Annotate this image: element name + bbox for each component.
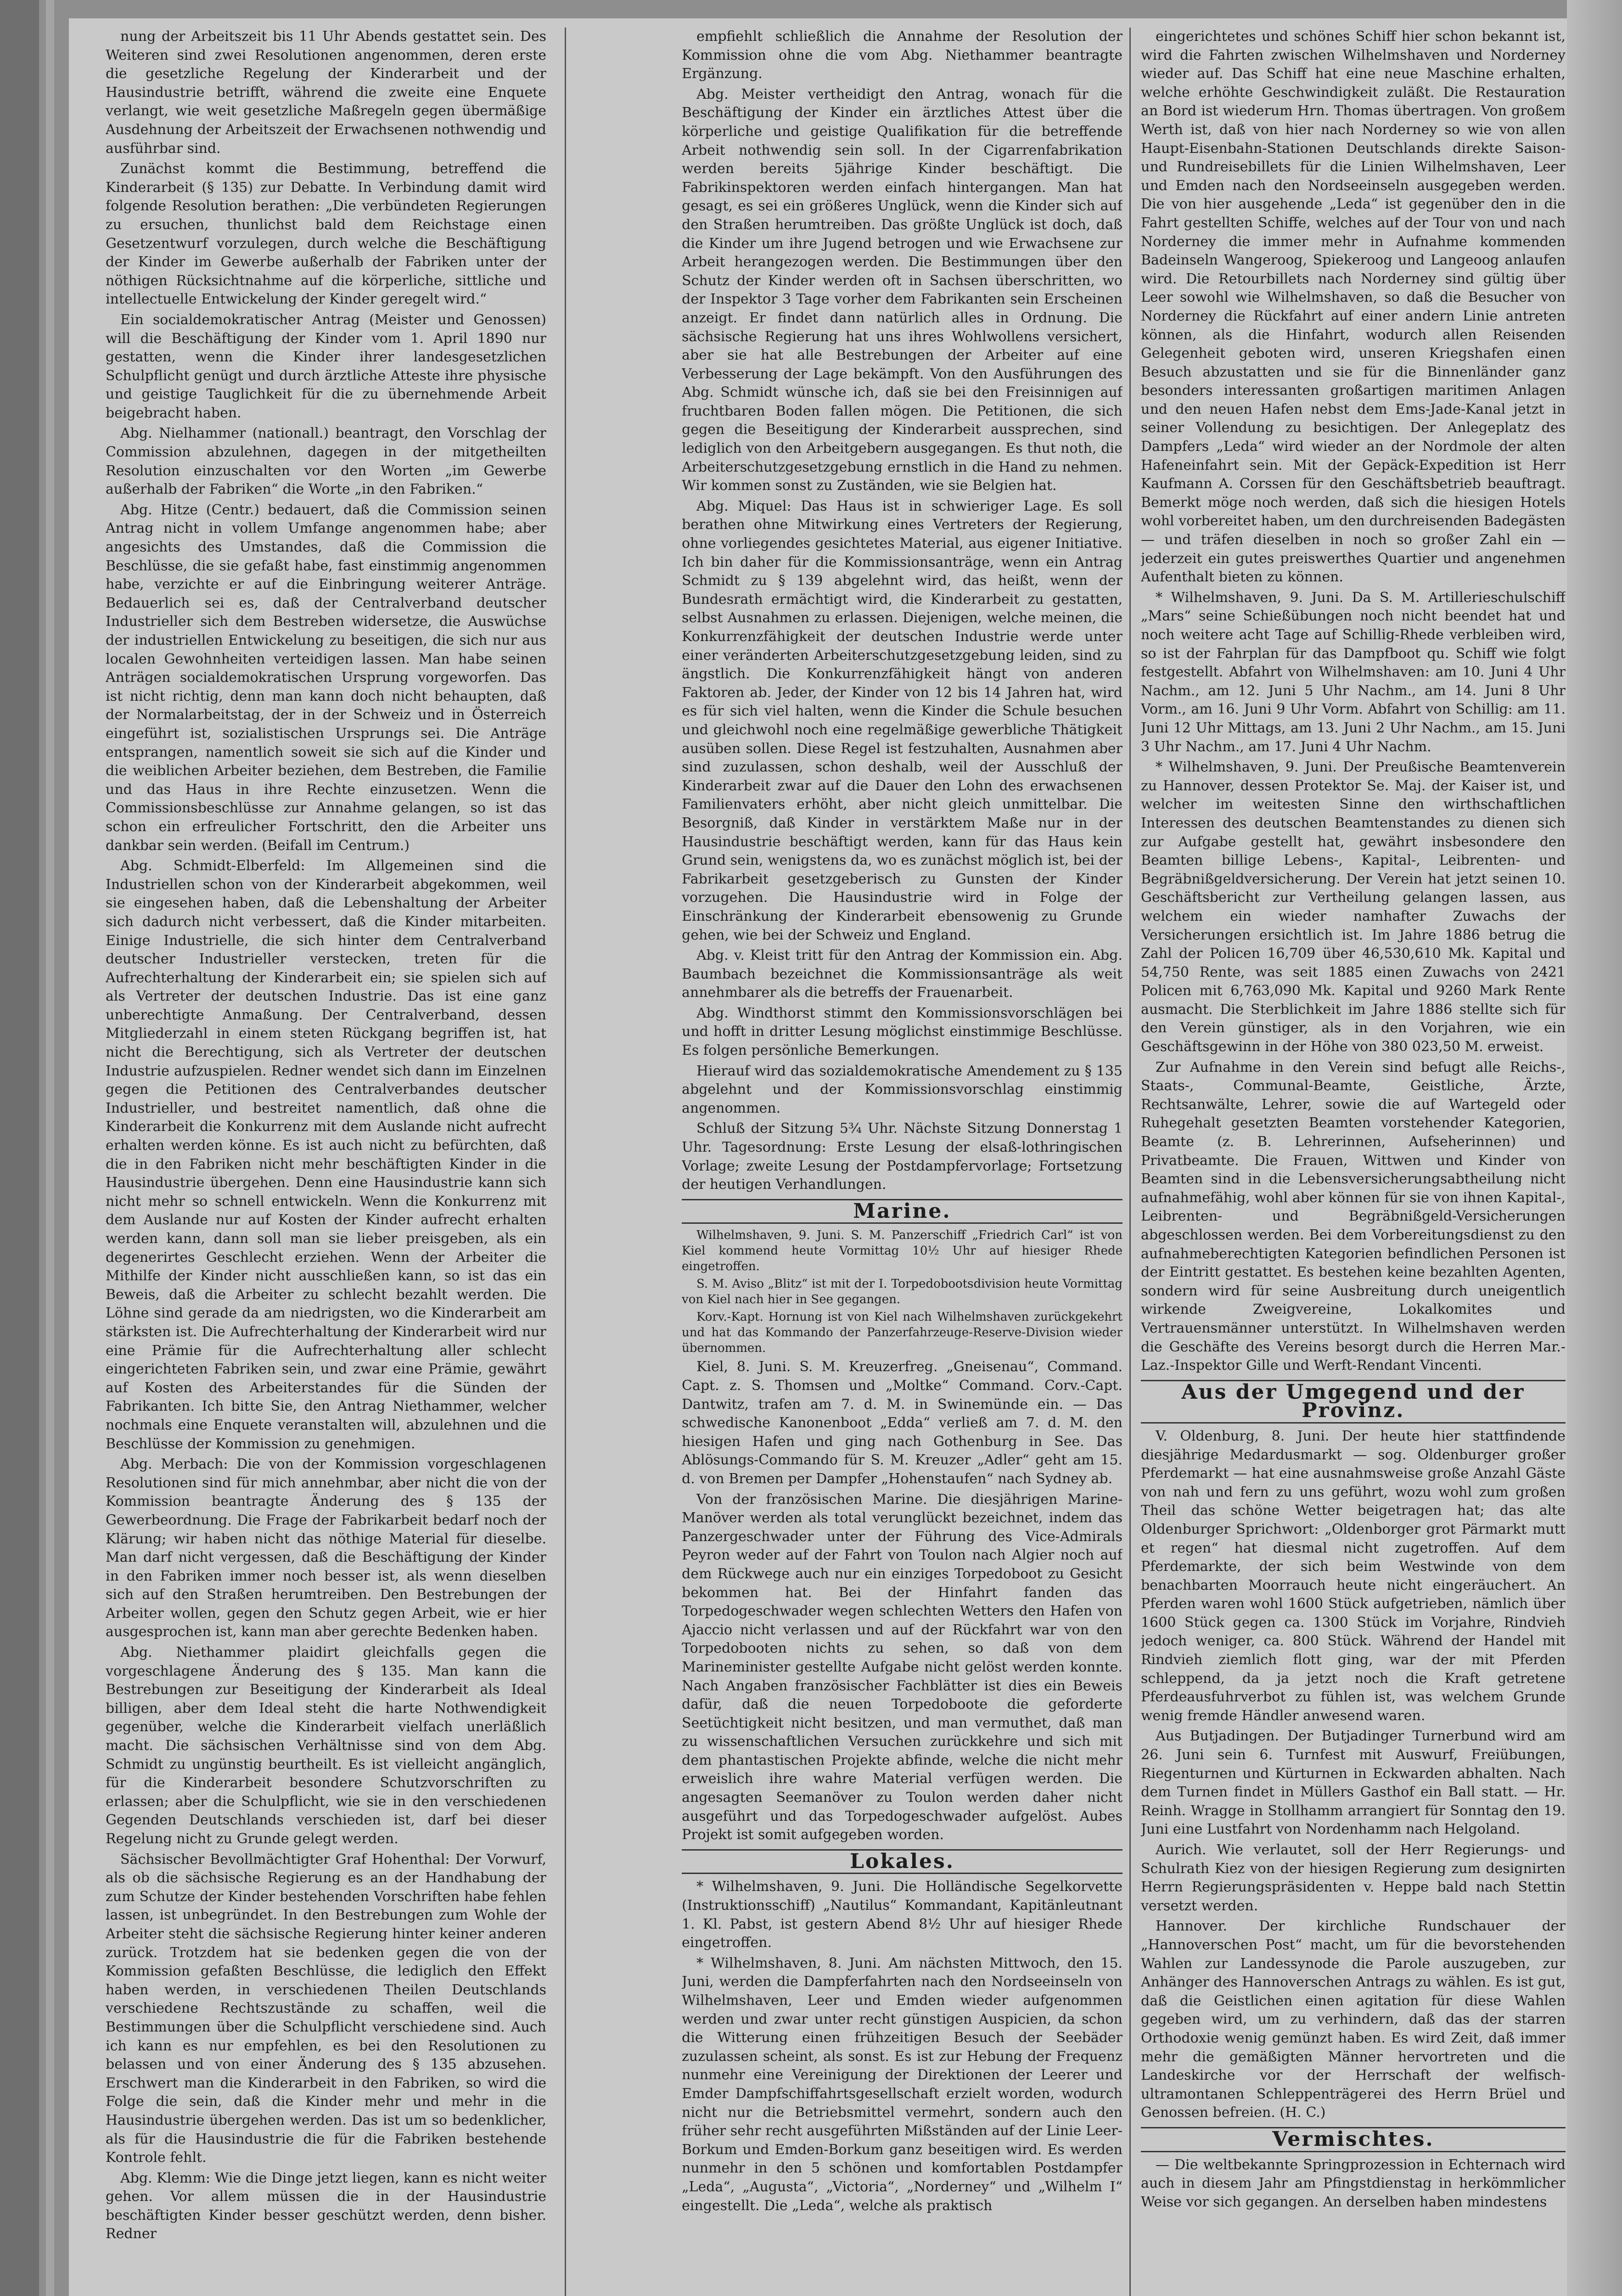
paragraph: * Wilhelmshaven, 9. Juni. Da S. M. Artillerieschulschiff „Mars“ seine Schießübungen noch nicht beendet hat und noch weitere acht Tage auf Schillig-Rhede verbleiben wird, so ist der Fahrplan für das Dampfboot qu. Schiff wie folgt festgestellt. Abfahrt von Wilhelmshaven: am 10. Juni 4 Uhr Nachm., am 12. Juni 5 Uhr Nachm., am 14. Juni 8 Uhr Vorm., am 16. Juni 9 Uhr Vorm. Abfahrt von Schillig: am 11. Juni 12 Uhr Mittags, am 13. Juni 2 Uhr Nachm., am 15. Juni 3 Uhr Nachm., am 17. Juni 4 Uhr Nachm. (1141, 589, 1566, 755)
paragraph: Abg. Meister vertheidigt den Antrag, wonach für die Beschäftigung der Kinder ein ärztliches Attest über die körperliche und geistige Qualifikation für die betreffende Arbeit nothwendig sein soll. In der Cigarrenfabrikation werden bereits 5jährige Kinder beschäftigt. Die Fabrikinspektoren werden einfach hintergangen. Man hat gesagt, es sei ein größeres Unglück, wenn die Kinder sich auf den Straßen herumtreiben. Das größte Unglück ist doch, daß die Kinder um ihre Jugend betrogen und wie Erwachsene zur Arbeit herangezogen werden. Die Bestimmungen über den Schutz der Kinder werden oft in Sachsen überschritten, wo der Inspektor 3 Tage vorher dem Fabrikanten sein Erscheinen anzeigt. Er findet dann natürlich alles in Ordnung. Die sächsische Regierung hat uns ihres Wohlwollens versichert, aber sie hat alle Bestrebungen der Arbeiter auf eine Verbesserung der Lage bekämpft. Von den Ausführungen des Abg. Schmidt wünsche ich, daß sie bei den Freisinnigen auf fruchtbaren Boden fallen mögen. Die Petitionen, die sich gegen die Beseitigung der Kinderarbeit aussprechen, sind lediglich von den Arbeitgebern ausgegangen. Es thut noth, die Arbeiterschutzgesetzgebung ernstlich in die Hand zu nehmen. Wir kommen sonst zu Zuständen, wie sie Belgien hat. (682, 86, 1122, 494)
paragraph: eingerichtetes und schönes Schiff hier schon bekannt ist, wird die Fahrten zwischen Wilhelmshaven und Norderney wieder auf. Das Schiff hat eine neue Maschine erhalten, welche erhöhte Geschwindigkeit zuläßt. Die Restauration an Bord ist wiederum Hrn. Thomas übertragen. Von großem Werth ist, daß von hier nach Norderney so wie von allen Haupt-Eisenbahn-Stationen Deutschlands direkte Saison- und Rundreisebillets für die Linien Wilhelmshaven, Leer und Emden nach den Nordseeinseln ausgegeben werden. Die von hier ausgehende „Leda“ ist gegenüber den in die Fahrt gestellten Schiffe, welches auf der Tour von und nach Norderney die immer mehr in Aufnahme kommenden Badeinseln Wangeroog, Spiekeroog und Langeoog anlaufen wird. Die Retourbillets nach Norderney sind gültig über Leer sowohl wie Wilhelmshaven, so daß die Besucher von Norderney die Rückfahrt auf einer andern Linie antreten können, als die Hinfahrt, wodurch allen Reisenden Gelegenheit geboten wird, unseren Kriegshafen einen Besuch abzustatten und sie für die Binnenländer ganz besonders interessanten großartigen maritimen Anlagen und den neuen Hafen nebst dem Ems-Jade-Kanal jetzt in seiner Vollendung zu besichtigen. Der Anlegeplatz des Dampfers „Leda“ wird wieder an der Nordmole der alten Hafeneinfahrt sein. Mit der Gepäck-Expedition ist Herr Kaufmann A. Corssen für den Geschäftsbetrieb beauftragt. Bemerkt möge noch werden, daß sich die hiesigen Hotels wohl vorbereitet haben, um den durchreisenden Badegästen — und träfen dieselben in noch so großer Zahl ein — jederzeit ein gutes preiswerthes Quartier und angenehmen Aufenthalt bieten zu können. (1141, 28, 1566, 585)
paragraph: Zunächst kommt die Bestimmung, betreffend die Kinderarbeit (§ 135) zur Debatte. In Verbindung damit wird folgende Resolution berathen: „Die verbündeten Regierungen zu ersuchen, thunlichst bald dem Reichstage einen Gesetzentwurf vorzulegen, durch welche die Beschäftigung der Kinder im Gewerbe außerhalb der Fabriken unter der nöthigen Rücksichtnahme auf die körperliche, sittliche und intellectuelle Entwickelung der Kinder geregelt wird.“ (106, 161, 546, 308)
paragraph: Ein socialdemokratischer Antrag (Meister und Genossen) will die Beschäftigung der Kinder vom 1. April 1890 nur gestatten, wenn die Kinder ihrer landesgesetzlichen Schulpflicht genügt und durch ärztliche Atteste ihre physische und geistige Tauglichkeit für die zu übernehmende Arbeit beigebracht haben. (106, 311, 546, 421)
column-1 (106, 28, 546, 2296)
paragraph: Abg. Klemm: Wie die Dinge jetzt liegen, kann es nicht weiter gehen. Vor allem müssen die in der Hausindustrie beschäftigten Kinder besser geschützt werden, denn bisher. Redner (106, 2170, 546, 2242)
paragraph: Aurich. Wie verlautet, soll der Herr Regierungs- und Schulrath Kiez von der hiesigen Regierung zum designirten Herrn Regierungspräsidenten v. Heppe bald nach Stettin versetzt werden. (1141, 1842, 1566, 1914)
section-heading-marine: Marine. (682, 1199, 1122, 1224)
paragraph: V. Oldenburg, 8. Juni. Der heute hier stattfindende diesjährige Medardusmarkt — sog. Oldenburger großer Pferdemarkt — hat eine ausnahmsweise große Anzahl Gäste von nah und fern zu uns geführt, wozu wohl zum großen Theil das schöne Wetter beigetragen hat; das alte Oldenburger Sprichwort: „Oldenborger grot Pärmarkt mutt et regen“ hat diesmal nicht zugetroffen. Auf dem Pferdemarkte, der sich beim Westwinde von dem benachbarten Moorrauch heute nicht eingeräuchert. An Pferden waren wohl 1600 Stück aufgetrieben, nämlich über 1600 Stück gegen ca. 1300 Stück im Vorjahre, Rindvieh jedoch weniger, ca. 800 Stück. Während der Handel mit Rindvieh ziemlich flott ging, war der mit Pferden schleppend, da ja jetzt noch die Kraft getretene Pferdeausfuhrverbot zu fühlen ist, was welchem Grunde wenig fremde Händler anwesend waren. (1141, 1428, 1566, 1724)
paragraph: * Wilhelmshaven, 8. Juni. Am nächsten Mittwoch, den 15. Juni, werden die Dampferfahrten nach den Nordseeinseln von Wilhelmshaven, Leer und Emden wieder aufgenommen werden und zwar unter recht günstigen Auspicien, da schon die Witterung einen frühzeitigen Besuch der Seebäder zuzulassen scheint, als sonst. Es ist zur Hebung der Frequenz nunmehr eine Vereinigung der Direktionen der Leerer und Emder Dampfschiffahrtsgesellschaft erzielt worden, wodurch nicht nur die Betriebsmittel vermehrt, sondern auch den früher sehr recht ausgeführten Mißständen auf der Linie Leer-Borkum und Emden-Borkum ganz beseitigen wird. Es werden nunmehr in den 5 schönen und komfortablen Postdampfer „Leda“, „Augusta“, „Victoria“, „Norderney“ und „Wilhelm I“ eingestellt. Die „Leda“, welche als praktisch (682, 1955, 1122, 2214)
column-rule (1129, 28, 1131, 2296)
paragraph: Wilhelmshaven, 9. Juni. S. M. Panzerschiff „Friedrich Carl“ ist von Kiel kommend heute Vormittag 10½ Uhr auf hiesiger Rhede eingetroffen. (682, 1228, 1122, 1274)
paragraph: Abg. Windthorst stimmt den Kommissionsvorschlägen bei und hofft in dritter Lesung möglichst einstimmige Beschlüsse. Es folgen persönliche Bemerkungen. (682, 1005, 1122, 1059)
paragraph: Aus Butjadingen. Der Butjadinger Turnerbund wird am 26. Juni sein 6. Turnfest mit Auswurf, Freiübungen, Riegenturnen und Kürturnen in Eckwarden abhalten. Nach dem Turnen findet in Müllers Gasthof ein Ball statt. — Hr. Reinh. Wragge in Stollhamm arrangiert für Sonntag den 19. Juni eine Lustfahrt von Nordenhamm nach Helgoland. (1141, 1728, 1566, 1838)
paragraph: Abg. Hitze (Centr.) bedauert, daß die Commission seinen Antrag nicht in vollem Umfange angenommen habe; aber angesichts des Umstandes, daß die Commission die Beschlüsse, die sie gefaßt habe, fast einstimmig angenommen habe, verzichte er auf die Einbringung weiterer Anträge. Bedauerlich sei es, daß der Centralverband deutscher Industrieller sich dem Bestreben widersetze, die Auswüchse der industriellen Entwickelung zu beseitigen, die sich nur aus localen Gewohnheiten verteidigen lassen. Man habe seinen Anträgen socialdemokratischen Ursprung vorgeworfen. Das ist nicht richtig, denn man kann doch nicht behaupten, daß der Normalarbeitstag, der in der Schweiz und in Österreich eingeführt ist, sozialistischen Ursprungs sei. Die Anträge entsprangen, namentlich soweit sie sich auf die Kinder und die weiblichen Arbeiter beziehen, dem Bestreben, die Familie und das Haus in ihre Rechte einzusetzen. Wenn die Commissionsbeschlüsse zur Annahme gelangen, so ist das schon ein erfreulicher Fortschritt, den die Arbeiter uns dankbar sein werden. (Beifall im Centrum.) (106, 501, 546, 854)
paragraph: Zur Aufnahme in den Verein sind befugt alle Reichs-, Staats-, Communal-Beamte, Geistliche, Ärzte, Rechtsanwälte, Lehrer, sowie die auf Wartegeld oder Ruhegehalt gesetzten Beamten vorstehender Kategorien, Beamte (z. B. Lehrerinnen, Aufseherinnen) und Privatbeamte. Die Frauen, Wittwen und Kinder von Beamten sind in die Lebensversicherungsabtheilung nicht aufnahmefähig, wohl aber können für sie von ihnen Kapital-, Leibrenten- und Begräbnißgeld-Versicherungen abgeschlossen werden. Bei dem Vorbereitungsdienst zu den aufnahmeberechtigten Kategorien befindlichen Personen ist der Eintritt gestattet. Es bestehen keine bezahlten Agenten, sondern wird für seine Ausbreitung durch uneigentlich wirkende Zweigvereine, Lokalkomites und Vertrauensmänner unterstützt. In Wilhelmshaven werden die Geschäfte des Vereins besorgt durch die Herren Mar.-Laz.-Inspektor Gille und Werft-Rendant Vincenti. (1141, 1059, 1566, 1374)
paragraph: Sächsischer Bevollmächtigter Graf Hohenthal: Der Vorwurf, als ob die sächsische Regierung es an der Handhabung der zum Schutze der Kinder bestehenden Vorschriften habe fehlen lassen, ist unbegründet. In den Bestrebungen zum Wohle der Arbeiter steht die sächsische Regierung hinter keiner anderen zurück. Trotzdem hat sie bedenken gegen die von der Kommission gefaßten Beschlüsse, die lediglich den Effekt haben werden, in verschiedenen Theilen Deutschlands verschiedene Rechtszustände zu schaffen, weil die Bestimmungen über die Schulpflicht verschiedene sind. Auch ich kann es nur empfehlen, es bei den Resolutionen zu belassen und von einer Änderung des § 135 abzusehen. Erschwert man die Kinderarbeit in den Fabriken, so wird die Folge die sein, daß die Kinder mehr und mehr in die Hausindustrie übergehen werden. Das ist um so bedenklicher, als für die Hausindustrie die für die Fabriken bestehende Kontrole fehlt. (106, 1851, 546, 2166)
paragraph: S. M. Aviso „Blitz“ ist mit der I. Torpedobootsdivision heute Vormittag von Kiel nach hier in See gegangen. (682, 1277, 1122, 1307)
paragraph: Abg. v. Kleist tritt für den Antrag der Kommission ein. Abg. Baumbach bezeichnet die Kommissionsanträge als weit annehmbarer als die betreffs der Frauenarbeit. (682, 947, 1122, 1001)
section-heading-lokales: Lokales. (682, 1849, 1122, 1874)
paragraph: Abg. Merbach: Die von der Kommission vorgeschlagenen Resolutionen sind für mich annehmbar, aber nicht die von der Kommission beantragte Änderung des § 135 der Gewerbeordnung. Die Frage der Fabrikarbeit bedarf noch der Klärung; wir haben nicht das nöthige Material für dieselbe. Man darf nicht vergessen, daß die Beschäftigung der Kinder in den Fabriken immer noch besser ist, als wenn dieselben sich auf den Straßen herumtreiben. Den Bestrebungen der Arbeiter wollen, gegen den Schutz gegen Arbeit, wie er hier ausgesprochen ist, kann man aber gerechte Bedenken haben. (106, 1456, 546, 1640)
paragraph: Hierauf wird das sozialdemokratische Amendement zu § 135 abgelehnt und der Kommissionsvorschlag einstimmig angenommen. (682, 1063, 1122, 1116)
section-heading-provinz: Aus der Umgegend und der Provinz. (1141, 1380, 1566, 1424)
paragraph: * Wilhelmshaven, 9. Juni. Die Holländische Segelkorvette (Instruktionsschiff) „Nautilus“ Kommandant, Kapitänleutnant 1. Kl. Pabst, ist gestern Abend 8½ Uhr auf hiesiger Rhede eingetroffen. (682, 1879, 1122, 1951)
paragraph: Kiel, 8. Juni. S. M. Kreuzerfreg. „Gneisenau“, Command. Capt. z. S. Thomsen und „Moltke“ Command. Corv.-Capt. Dantwitz, trafen am 7. d. M. in Swinemünde ein. — Das schwedische Kanonenboot „Edda“ verließ am 7. d. M. den hiesigen Hafen und ging nach Gothenburg in See. Das Ablösungs-Commando für S. M. Kreuzer „Adler“ geht am 15. d. von Bremen per Dampfer „Hohenstaufen“ nach Sydney ab. (682, 1359, 1122, 1487)
paragraph: empfiehlt schließlich die Annahme der Resolution der Kommission ohne die vom Abg. Niethammer beantragte Ergänzung. (682, 28, 1122, 82)
page-edge (46, 0, 54, 2296)
paragraph: Abg. Miquel: Das Haus ist in schwieriger Lage. Es soll berathen ohne Mitwirkung eines Vertreters der Regierung, ohne vorliegendes gesichtetes Material, aus eigener Initiative. Ich bin daher für die Kommissionsanträge, wenn ein Antrag Schmidt zu § 139 abgelehnt wird, das heißt, wenn der Bundesrath ermächtigt wird, die Kinderarbeit zu gestatten, selbst Ausnahmen zu erlassen. Diejenigen, welche meinen, die Konkurrenzfähigkeit der deutschen Industrie werde unter einer veränderten Arbeiterschutzgesetzgebung leiden, sind zu ängstlich. Die Konkurrenzfähigkeit hängt von anderen Faktoren ab. Jeder, der Kinder von 12 bis 14 Jahren hat, wird es für sich viel halten, wenn die Kinder die Schule besuchen und gleichwohl noch eine regelmäßige gewerbliche Thätigkeit ausüben sollen. Diese Regel ist festzuhalten, Ausnahmen aber sind zuzulassen, schon deshalb, weil der Ausschluß der Kinderarbeit zwar auf die Dauer den Lohn des erwachsenen Familienvaters erhöht, aber nicht gleich unmittelbar. Die Besorgniß, daß Kinder in verstärktem Maße nur in der Hausindustrie beschäftigt werden, kann für das Haus kein Grund sein, wenigstens da, wo es zunächst möglich ist, bei der Fabrikarbeit gesetzgeberisch zu Gunsten der Kinder vorzugehen. Die Hausindustrie wird in Folge der Einschränkung der Kinderarbeit ebensowenig zu Grunde gehen, wie bei der Schweiz und England. (682, 498, 1122, 943)
adjacent-page-edge (1567, 0, 1622, 2296)
section-heading-vermischtes: Vermischtes. (1141, 2127, 1566, 2152)
paragraph: Korv.-Kapt. Hornung ist von Kiel nach Wilhelmshaven zurückgekehrt und hat das Kommando der Panzerfahrzeuge-Reserve-Division wieder übernommen. (682, 1310, 1122, 1356)
paragraph: Abg. Niethammer plaidirt gleichfalls gegen die vorgeschlagene Änderung des § 135. Man kann die Bestrebungen zur Beseitigung der Kinderarbeit als Ideal billigen, aber dem Ideal steht die harte Nothwendigkeit gegenüber, welche die Kinderarbeit vielfach unerläßlich macht. Die sächsischen Verhältnisse sind von dem Abg. Schmidt zu ungünstig beurtheilt. Es ist vielleicht angänglich, für die Kinderarbeit besondere Schutzvorschriften zu erlassen; aber die Schulpflicht, wie sie in den verschiedenen Gegenden Deutschlands verschieden ist, darf bei dieser Regelung nicht zu Grunde gelegt werden. (106, 1644, 546, 1847)
column-rule (565, 28, 566, 2296)
paragraph: Abg. Nielhammer (nationall.) beantragt, den Vorschlag der Commission abzulehnen, dagegen in der mitgetheilten Resolution einzuschalten vor den Worten „im Gewerbe außerhalb der Fabriken“ die Worte „in den Fabriken.“ (106, 425, 546, 498)
column-2 (682, 28, 1122, 2296)
paragraph: Schluß der Sitzung 5¾ Uhr. Nächste Sitzung Donnerstag 1 Uhr. Tagesordnung: Erste Lesung der elsaß-lothringischen Vorlage; zweite Lesung der Postdampfervorlage; Fortsetzung der heutigen Verhandlungen. (682, 1120, 1122, 1193)
paragraph: Abg. Schmidt-Elberfeld: Im Allgemeinen sind die Industriellen schon von der Kinderarbeit abgekommen, weil sie eingesehen haben, daß die Lebenshaltung der Arbeiter sich dadurch nicht verbessert, daß die Kinder mitarbeiten. Einige Industrielle, die sich hinter dem Centralverband deutscher Industrieller verstecken, treten für die Aufrechterhaltung der Kinderarbeit ein; sie spielen sich auf als Vertreter der deutschen Industrie. Das ist eine ganz unberechtigte Anmaßung. Der Centralverband, dessen Mitgliederzahl in einem steten Rückgang begriffen ist, hat nicht die Berechtigung, sich als Vertreter der deutschen Industrie aufzuspielen. Redner wendet sich dann im Einzelnen gegen die Petitionen des Centralverbandes deutscher Industrieller, und bestreitet namentlich, daß ohne die Kinderarbeit die Konkurrenz mit dem Auslande nicht aufrecht erhalten werden könne. Es ist auch nicht zu befürchten, daß die in den Fabriken nicht mehr beschäftigten Kinder in die Hausindustrie übergehen. Denn eine Hausindustrie kann sich nicht mehr so schnell entwickeln. Wenn die Konkurrenz mit dem Auslande nur auf Kosten der Kinder aufrecht erhalten werden kann, dann soll man sie lieber preisgeben, als ein degenerirtes Geschlecht erziehen. Wenn der Arbeiter die Mithilfe der Kinder nicht ausschließen kann, so ist das ein Beweis, daß die Arbeiter zu schlecht bezahlt werden. Die Löhne sind gerade da am niedrigsten, wo die Kinderarbeit am stärksten ist. Die Aufrechterhaltung der Kinderarbeit wird nur eine Prämie für die Aufrechterhaltung aller schlecht eingerichteten Fabriken sein, und zwar eine Prämie, gewährt auf Kosten des Arbeiterstandes für die Sünden der Fabrikanten. Ich bitte Sie, den Antrag Niethammer, welcher nochmals eine Enquete veranstalten will, abzulehnen und die Beschlüsse der Kommission zu genehmigen. (106, 858, 546, 1452)
paragraph: * Wilhelmshaven, 9. Juni. Der Preußische Beamtenverein zu Hannover, dessen Protektor Se. Maj. der Kaiser ist, und welcher im weitesten Sinne den wirthschaftlichen Interessen des deutschen Beamtenstandes zu dienen sich zur Aufgabe gestellt hat, gewährt insbesondere den Beamten billige Lebens-, Kapital-, Leibrenten- und Begräbnißgeldversicherung. Der Verein hat jetzt seinen 10. Geschäftsbericht zur Vertheilung gelangen lassen, aus welchem ein wieder namhafter Zuwachs der Versicherungen ersichtlich ist. Im Jahre 1886 betrug die Zahl der Policen 16,709 über 46,530,610 Mk. Kapital und 54,750 Rente, was seit 1885 einen Zuwachs von 2421 Policen mit 6,763,090 Mk. Kapital und 9260 Mark Rente ausmacht. Die Sterblichkeit im Jahre 1886 stellte sich für den Verein günstiger, als in den Vorjahren, wie ein Geschäftsgewinn in der Höhe von 380 023,50 M. erweist. (1141, 759, 1566, 1055)
paragraph: nung der Arbeitszeit bis 11 Uhr Abends gestattet sein. Des Weiteren sind zwei Resolutionen angenommen, deren erste die gesetzliche Regelung der Kinderarbeit und der Hausindustrie betrifft, während die zweite eine Enquete verlangt, wie weit gesetzliche Maßregeln gegen übermäßige Ausdehnung der Arbeitszeit der Erwachsenen nothwendig und ausführbar sind. (106, 28, 546, 157)
column-3 (1141, 28, 1566, 2296)
paragraph: Von der französischen Marine. Die diesjährigen Marine-Manöver werden als total verunglückt bezeichnet, indem das Panzergeschwader unter der Führung des Vice-Admirals Peyron weder auf der Fahrt von Toulon nach Algier noch auf dem Rückwege auch nur ein einziges Torpedoboot zu Gesicht bekommen hat. Bei der Hinfahrt fanden das Torpedogeschwader wegen schlechten Wetters den Hafen von Ajaccio nicht verlassen und auf der Rückfahrt war von den Torpedobooten nichts zu sehen, so daß von dem Marineminister gestellte Aufgabe nicht gelöst werden konnte. Nach Angaben französischer Fachblätter ist dies ein Beweis dafür, daß die neuen Torpedoboote die geforderte Seetüchtigkeit nicht besitzen, und man vermuthet, daß man zu wissenschaftlichen Versuchen zurückkehre und sich mit dem phantastischen Projekte abfinde, welche die nicht mehr erweislich ihre wahre Material verfügen werden. Die angesagten Seemanöver zu Toulon werden daher nicht ausgeführt und das Torpedogeschwader aufgelöst. Aubes Projekt ist somit aufgegeben worden. (682, 1491, 1122, 1843)
paragraph: — Die weltbekannte Springprozession in Echternach wird auch in diesem Jahr am Pfingstdienstag in herkömmlicher Weise vor sich gegangen. An derselben haben mindestens (1141, 2156, 1566, 2210)
book-binding (0, 0, 39, 2296)
paragraph: Hannover. Der kirchliche Rundschauer der „Hannoverschen Post“ macht, um für die bevorstehenden Wahlen zur Landessynode die Parole auszugeben, zur Anhänger des Hannoverschen Antrags zu wählen. Es ist gut, daß die Geistlichen einen agitation für diese Wahlen gegeben wird, um zu verhindern, daß das der starren Orthodoxie wenig gemünzt haben. Es wird Zeit, daß immer mehr die gemäßigten Männer hervortreten und die Landeskirche vor der Herrschaft der welfisch-ultramontanen Schleppenträgerei des Herrn Brüel und Genossen befreien. (H. C.) (1141, 1918, 1566, 2121)
